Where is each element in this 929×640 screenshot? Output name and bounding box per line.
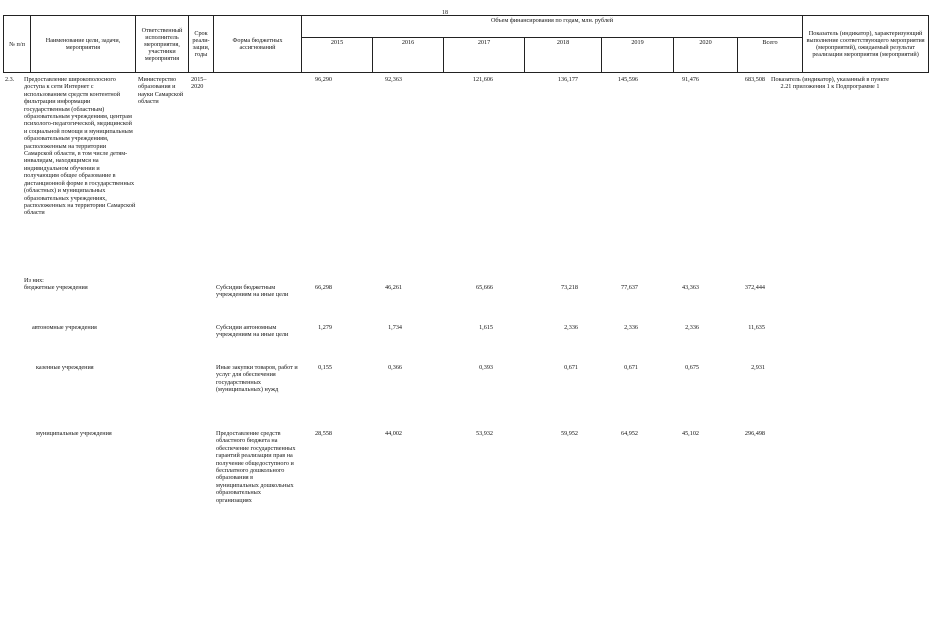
header-col-executor: Ответственный исполнитель мероприятия, участники мероприятия <box>136 16 189 73</box>
header-total: Всего <box>738 38 803 73</box>
row-value-2019: 145,596 <box>617 76 638 83</box>
subrow-form: Предоставление средств областного бюджета на обеспечение государственных гарантий реализации прав на получение общедоступного и бесплатного дошкольного образования в муниципальных дошкольных образовательных организациях <box>216 430 296 504</box>
header-col-indicator: Показатель (индикатор), характеризующий выполнение соответствующего мероприятия (мероприятий), ожидаемый результат реализации мероприятия (мероприятий) <box>803 16 929 73</box>
subrow-value-2016: 1,734 <box>388 324 402 331</box>
subrow-value-2018: 73,218 <box>560 284 578 291</box>
header-table <box>3 15 929 73</box>
subrow-value-total: 372,444 <box>744 284 765 291</box>
subrow-form: Субсидии автономным учреждениям на иные цели <box>216 324 289 339</box>
subrow-value-2018: 2,336 <box>564 324 578 331</box>
subrow-value-2018: 59,952 <box>560 430 578 437</box>
header-col-term: Срок реали-зации, годы <box>189 16 214 73</box>
header-col-name: Наименование цели, задачи, мероприятия <box>31 16 136 73</box>
subrow-value-2018: 0,671 <box>564 364 578 371</box>
subrow-form: Субсидии бюджетным учреждениям на иные цели <box>216 284 289 299</box>
subrow-value-2020: 43,363 <box>681 284 699 291</box>
subrow-value-2017: 65,666 <box>475 284 493 291</box>
subrow-value-2016: 46,261 <box>384 284 402 291</box>
header-col-no: № п/п <box>4 16 31 73</box>
subrow-value-2020: 45,102 <box>681 430 699 437</box>
header-year-2015: 2015 <box>302 38 373 73</box>
row-executor: Министерство образования и науки Самарской области <box>138 76 184 106</box>
subrow-value-total: 2,931 <box>751 364 765 371</box>
subrow-value-2019: 64,952 <box>620 430 638 437</box>
header-year-2016: 2016 <box>373 38 444 73</box>
subrow-form: Иные закупки товаров, работ и услуг для обеспечения государственных (муниципальных) нужд <box>216 364 298 394</box>
row-term: 2015–2020 <box>191 76 207 91</box>
row-number: 2.3. <box>5 76 15 83</box>
row-value-2018: 136,177 <box>557 76 578 83</box>
header-year-2017: 2017 <box>444 38 525 73</box>
header-year-2020: 2020 <box>674 38 738 73</box>
subrow-value-2019: 2,336 <box>624 324 638 331</box>
subrow-name: муниципальные учреждения <box>36 430 112 437</box>
row-value-2017: 121,606 <box>472 76 493 83</box>
row-indicator: Показатель (индикатор), указанный в пункте 2.21 приложения 1 к Подпрограмме 1 <box>771 76 889 91</box>
subrow-value-total: 11,635 <box>748 324 765 331</box>
row-name: Предоставление широкополосного доступа к сети Интернет с использованием средств контентной фильтрации информации государственным (областным) образовательным учреждениям, центрам психолого-педагогической, медицинской и социальной помощи и муниципальным образовательным учреждениям, расположенным на территории Самарской области, в том числе детям-инвалидам, находящимся на индивидуальном обучении и получающим общее образование в дистанционной форме в государственных (областных) и муниципальных образовательных учреждениях, расположенных на территории Самарской области <box>24 76 136 217</box>
subrow-value-2020: 2,336 <box>685 324 699 331</box>
header-funding-title: Объем финансирования по годам, млн. рублей <box>302 16 803 38</box>
row-value-2016: 92,363 <box>384 76 402 83</box>
including-label: Из них: <box>24 277 44 284</box>
page-number: 18 <box>442 10 448 16</box>
subrow-value-2016: 0,366 <box>388 364 402 371</box>
subrow-value-2015: 28,558 <box>314 430 332 437</box>
header-year-2019: 2019 <box>602 38 674 73</box>
subrow-name: автономные учреждения <box>32 324 97 331</box>
row-value-2015: 96,290 <box>314 76 332 83</box>
row-value-total: 683,508 <box>744 76 765 83</box>
subrow-value-2015: 1,279 <box>318 324 332 331</box>
subrow-value-2015: 66,298 <box>314 284 332 291</box>
subrow-value-2015: 0,155 <box>318 364 332 371</box>
subrow-value-2017: 0,393 <box>479 364 493 371</box>
subrow-value-2017: 53,932 <box>475 430 493 437</box>
subrow-value-2019: 0,671 <box>624 364 638 371</box>
subrow-value-2019: 77,637 <box>620 284 638 291</box>
header-year-2018: 2018 <box>525 38 602 73</box>
subrow-value-2017: 1,615 <box>479 324 493 331</box>
header-col-form: Форма бюджетных ассигнований <box>214 16 302 73</box>
subrow-value-2016: 44,002 <box>384 430 402 437</box>
subrow-value-2020: 0,675 <box>685 364 699 371</box>
subrow-name: казенные учреждения <box>36 364 94 371</box>
row-value-2020: 91,476 <box>681 76 699 83</box>
subrow-name: бюджетные учреждения <box>24 284 88 291</box>
subrow-value-total: 296,498 <box>744 430 765 437</box>
